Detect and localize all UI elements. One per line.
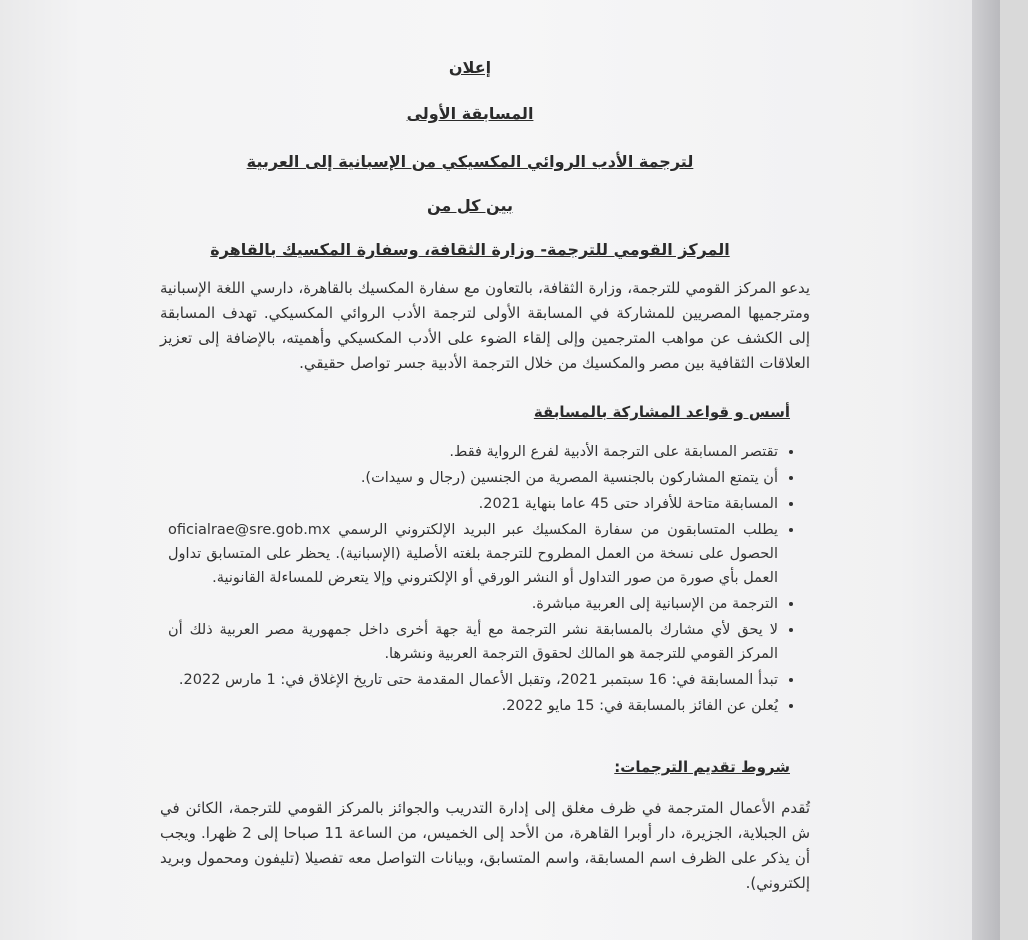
rule-item: • تبدأ المسابقة في: 16 سبتمبر 2021، وتقبل الأعمال المقدمة حتى تاريخ الإغلاق في: 1 مارس 2022. [168,668,778,692]
rule-item: • المسابقة متاحة للأفراد حتى 45 عاما بنهاية 2021. [168,492,778,516]
rule-item: • الترجمة من الإسبانية إلى العربية مباشرة. [168,592,778,616]
page-edge [972,0,1000,940]
rule-item: • يُعلن عن الفائز بالمسابقة في: 15 مايو 2022. [168,694,778,718]
rule-item: • أن يتمتع المشاركون بالجنسية المصرية من الجنسين (رجال و سيدات). [168,466,778,490]
rule-text: يطلب المتسابقون من سفارة المكسيك عبر البريد الإلكتروني الرسمي [338,522,778,538]
rules-title: أسس و قواعد المشاركة بالمسابقة [533,403,790,421]
intro-paragraph: يدعو المركز القومي للترجمة، وزارة الثقافة، بالتعاون مع سفارة المكسيك بالقاهرة، دارسي اللغة الإسبانية ومترجميها المصريين للمشاركة في المسابقة الأولى لترجمة الأدب الروائي المكسيكي. تهدف المسابقة إلى الكشف عن مواهب المترجمين وإلى إلقاء الضوء على الأدب المكسيكي وأهميته، بالإضافة إلى تعزيز العلاقات الثقافية بين مصر والمكسيك من خلال الترجمة الأدبية جسر تواصل حقيقي. [160,279,810,372]
rule-item-email [168,518,778,590]
parties-heading: المركز القومي للترجمة- وزارة الثقافة، وسفارة المكسيك بالقاهرة [210,240,730,259]
announcement-heading: إعلان [448,58,492,77]
submission-paragraph: تُقدم الأعمال المترجمة في ظرف مغلق إلى إدارة التدريب والجوائز بالمركز القومي للترجمة، الكائن في ش الجبلاية، الجزيرة، دار أوبرا القاهرة، من الأحد إلى الخميس، من الساعة 11 صباحا إلى 2 ظهرا. ويجب أن يذكر على الظرف اسم المسابقة، واسم المتسابق، وبيانات التواصل معه تفصيلا (تليفون ومحمول وبريد إلكتروني). [160,799,810,892]
rule-text-continued: الحصول على نسخة من العمل المطروح للترجمة بلغته الأصلية (الإسبانية). يحظر على المتسابق تداول العمل بأي صورة من صور التداول أو النشر الورقي أو الإلكتروني وإلا يتعرض للمساءلة القانونية. [168,546,778,586]
email-address: oficialrae@sre.gob.mx [168,522,331,538]
between-heading: بين كل من [427,196,513,215]
rule-item: • لا يحق لأي مشارك بالمسابقة نشر الترجمة مع أية جهة أخرى داخل جمهورية مصر العربية ذلك أن المركز القومي للترجمة هو المالك لحقوق الترجمة العربية ونشرها. [168,618,778,666]
rule-item: • تقتصر المسابقة على الترجمة الأدبية لفرع الرواية فقط. [168,440,778,464]
rules-list [168,440,800,720]
competition-heading: المسابقة الأولى [406,104,534,123]
topic-heading: لترجمة الأدب الروائي المكسيكي من الإسبانية إلى العربية [246,152,694,171]
submission-title: شروط تقديم الترجمات: [614,758,790,776]
